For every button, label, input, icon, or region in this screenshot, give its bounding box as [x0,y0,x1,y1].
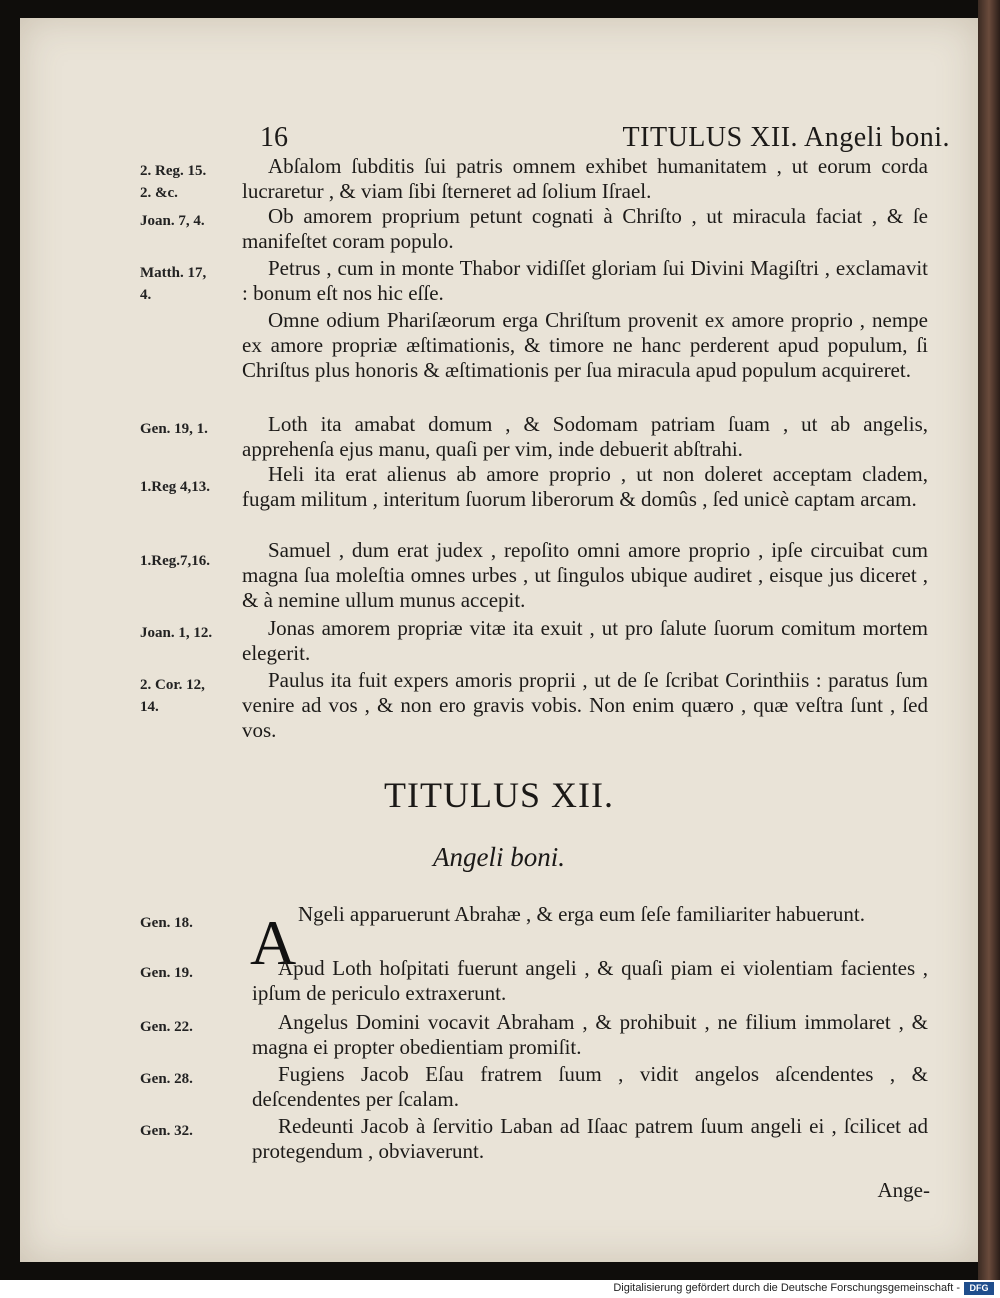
entry-text: Heli ita erat alienus ab amore proprio , ut non doleret acceptam cladem, fugam militum , interitum ſuorum liberorum & domûs , ſed unicè captam arcam. [242,462,928,511]
book-page [20,18,978,1262]
book-binding-edge [978,0,1000,1298]
margin-reference: Gen. 32. [140,1123,193,1139]
margin-reference: Gen. 18. [140,915,193,931]
entry-text: Ob amorem proprium petunt cognati à Chriſto , ut miracula faciat , & ſe manifeſtet coram populo. [242,204,928,253]
margin-reference: 1.Reg 4,13. [140,479,210,495]
entry-text: Ngeli apparuerunt Abrahæ , & erga eum ſeſe familiariter habuerunt. [298,902,865,926]
margin-reference: 2. Cor. 12, 14. [140,677,205,715]
entry-text: Fugiens Jacob Eſau fratrem ſuum , vidit angelos aſcendentes , & deſcendentes per ſcalam. [252,1062,928,1111]
entry-text: Samuel , dum erat judex , repoſito omni amore proprio , ipſe circuibat cum magna ſua moleſtia omnes urbes , ut ſingulos ubique audiret , eisque jus diceret , & à nemine ullum munus accepit. [242,538,928,612]
footer-bar [0,1280,1000,1298]
margin-reference: Joan. 7, 4. [140,213,205,229]
drop-cap: A [250,907,297,978]
entry-text: Paulus ita fuit expers amoris proprii , ut de ſe ſcribat Corinthiis : paratus ſum venire ad vos , & non ero gravis vobis. Non enim quæro , quæ veſtra ſunt , ſed vos. [242,668,928,742]
catchword: Ange- [877,1178,930,1202]
margin-reference: Gen. 19, 1. [140,421,208,437]
digitization-credit: Digitalisierung gefördert durch die Deutsche Forschungsgemeinschaft - [613,1282,960,1294]
running-title: TITULUS XII. Angeli boni. [622,122,950,153]
margin-reference: Gen. 28. [140,1071,193,1087]
entry-text: Loth ita amabat domum , & Sodomam patriam ſuam , ut ab angelis, apprehenſa ejus manu, quaſi per vim, inde debuerit abſtrahi. [242,412,928,461]
entry-text: Jonas amorem propriæ vitæ ita exuit , ut pro ſalute ſuorum comitum mortem elegerit. [242,616,928,665]
page-number: 16 [260,122,288,153]
margin-reference: 1.Reg.7,16. [140,553,210,569]
margin-reference: Joan. 1, 12. [140,625,213,641]
margin-reference: 2. Reg. 15. 2. &c. [140,163,207,201]
page-header [260,122,950,152]
entry-text: Petrus , cum in monte Thabor vidiſſet gloriam ſui Divini Magiſtri , exclamavit : bonum eſt nos hic eſſe. [242,256,928,305]
entry-text: Angelus Domini vocavit Abraham , & prohibuit , ne filium immolaret , & magna ei propter obedientiam promiſit. [252,1010,928,1059]
margin-reference: Gen. 19. [140,965,193,981]
entry-text: Omne odium Phariſæorum erga Chriſtum provenit ex amore proprio , nempe ex amore propriæ æſtimationis, & timore ne hanc perderent apud populum, ſi Chriſtus plus honoris & æſtimationis per ſua miracula apud populum acquireret. [242,308,928,382]
dfg-logo-icon: DFG [964,1282,994,1295]
margin-reference: Matth. 17, 4. [140,265,207,303]
entry-text: Abſalom ſubditis ſui patris omnem exhibet humanitatem , ut eorum corda lucraretur , & viam ſibi ſterneret ad ſolium Iſrael. [242,154,928,203]
margin-reference: Gen. 22. [140,1019,193,1035]
entry-text: Apud Loth hoſpitati fuerunt angeli , & quaſi piam ei violentiam facientes , ipſum de periculo extraxerunt. [252,956,928,1005]
entry-text: Redeunti Jacob à ſervitio Laban ad Iſaac patrem ſuum angeli ei , ſcilicet ad protegendum , obviaverunt. [252,1114,928,1163]
section-subtitle: Angeli boni. [433,842,565,872]
section-title: TITULUS XII. [384,775,614,815]
